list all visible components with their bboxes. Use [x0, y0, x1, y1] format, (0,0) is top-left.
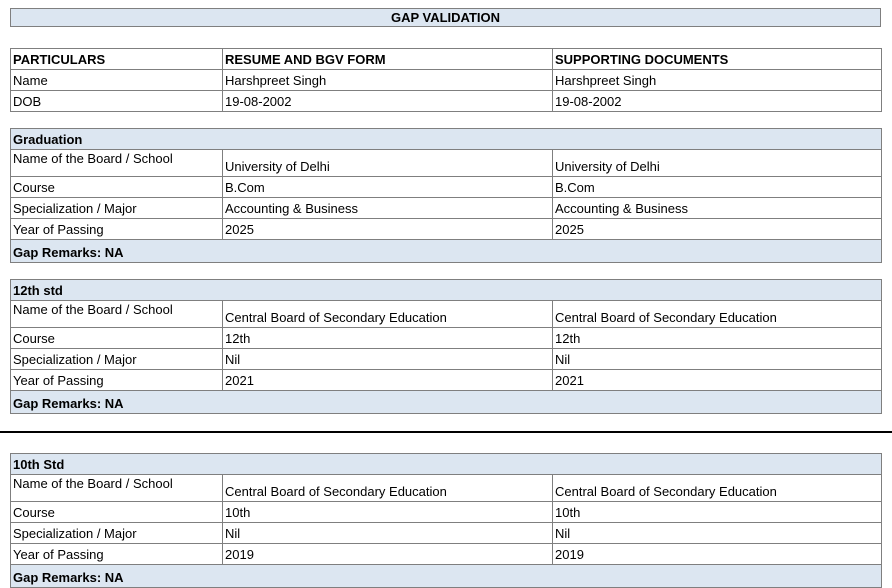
table-row: [11, 177, 882, 198]
resume-value: Central Board of Secondary Education: [223, 301, 553, 328]
row-label: Name of the Board / School: [11, 150, 223, 177]
row-label: Specialization / Major: [11, 523, 223, 544]
tenth-table: [10, 453, 882, 588]
document-value: Accounting & Business: [553, 198, 882, 219]
twelfth-table: [10, 279, 882, 414]
row-label: Specialization / Major: [11, 198, 223, 219]
row-label: Course: [11, 502, 223, 523]
gap-remarks-row: [11, 391, 882, 414]
resume-value: 2019: [223, 544, 553, 565]
section-heading-row: [11, 280, 882, 301]
gap-remarks-row: [11, 240, 882, 263]
row-label: DOB: [11, 91, 223, 112]
document-value: 2021: [553, 370, 882, 391]
document-value: Nil: [553, 349, 882, 370]
table-row: [11, 502, 882, 523]
document-value: University of Delhi: [553, 150, 882, 177]
document-value: 10th: [553, 502, 882, 523]
table-row: [11, 91, 882, 112]
table-row: [11, 349, 882, 370]
gap-remarks-row: [11, 565, 882, 588]
header-row: [11, 49, 882, 70]
document-value: Central Board of Secondary Education: [553, 475, 882, 502]
gap-remarks: Gap Remarks: NA: [11, 240, 882, 263]
resume-value: 2021: [223, 370, 553, 391]
section-heading-row: [11, 454, 882, 475]
section-heading: 12th std: [11, 280, 882, 301]
document-value: 19-08-2002: [553, 91, 882, 112]
section-heading-row: [11, 129, 882, 150]
resume-value: Accounting & Business: [223, 198, 553, 219]
graduation-table: [10, 128, 882, 263]
resume-value: B.Com: [223, 177, 553, 198]
document-value: 12th: [553, 328, 882, 349]
row-label: Specialization / Major: [11, 349, 223, 370]
row-label: Course: [11, 177, 223, 198]
table-row: [11, 328, 882, 349]
document-value: Central Board of Secondary Education: [553, 301, 882, 328]
personal-table: [10, 48, 882, 112]
row-label: Name of the Board / School: [11, 301, 223, 328]
resume-value: Nil: [223, 523, 553, 544]
header-documents: SUPPORTING DOCUMENTS: [553, 49, 882, 70]
gap-remarks: Gap Remarks: NA: [11, 565, 882, 588]
table-row: [11, 475, 882, 502]
table-row: [11, 219, 882, 240]
table-row: [11, 544, 882, 565]
resume-value: 12th: [223, 328, 553, 349]
header-particulars: PARTICULARS: [11, 49, 223, 70]
document-value: Harshpreet Singh: [553, 70, 882, 91]
document-value: 2019: [553, 544, 882, 565]
resume-value: 2025: [223, 219, 553, 240]
table-row: [11, 523, 882, 544]
table-row: [11, 370, 882, 391]
document-value: 2025: [553, 219, 882, 240]
resume-value: Central Board of Secondary Education: [223, 475, 553, 502]
table-row: [11, 301, 882, 328]
row-label: Year of Passing: [11, 370, 223, 391]
resume-value: 10th: [223, 502, 553, 523]
section-heading: 10th Std: [11, 454, 882, 475]
table-row: [11, 70, 882, 91]
row-label: Course: [11, 328, 223, 349]
row-label: Name of the Board / School: [11, 475, 223, 502]
resume-value: University of Delhi: [223, 150, 553, 177]
resume-value: Nil: [223, 349, 553, 370]
resume-value: 19-08-2002: [223, 91, 553, 112]
gap-remarks: Gap Remarks: NA: [11, 391, 882, 414]
section-heading: Graduation: [11, 129, 882, 150]
document-value: B.Com: [553, 177, 882, 198]
table-row: [11, 150, 882, 177]
row-label: Name: [11, 70, 223, 91]
page-divider: [0, 431, 892, 433]
table-row: [11, 198, 882, 219]
document-value: Nil: [553, 523, 882, 544]
page-title: GAP VALIDATION: [10, 8, 881, 27]
header-resume: RESUME AND BGV FORM: [223, 49, 553, 70]
resume-value: Harshpreet Singh: [223, 70, 553, 91]
row-label: Year of Passing: [11, 544, 223, 565]
row-label: Year of Passing: [11, 219, 223, 240]
